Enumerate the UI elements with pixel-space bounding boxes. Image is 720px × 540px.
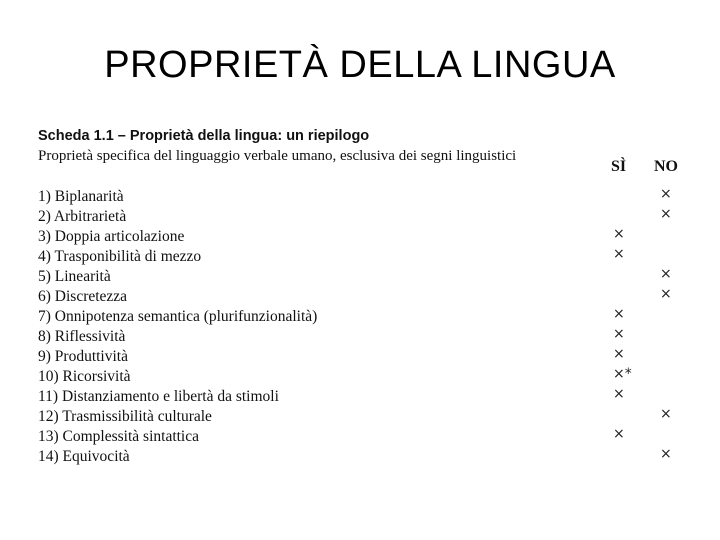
column-header-no: NO (654, 158, 678, 175)
property-label: 5) Linearità (38, 268, 111, 285)
property-label: 13) Complessità sintattica (38, 428, 200, 445)
si-mark: × (613, 306, 625, 322)
table-row (38, 228, 688, 248)
table-row (38, 308, 688, 328)
table-row (38, 368, 688, 388)
property-label: 2) Arbitrarietà (38, 208, 127, 225)
property-label: 1) Biplanarità (38, 188, 124, 205)
table-row (38, 388, 688, 408)
property-label: 4) Trasponibilità di mezzo (38, 248, 202, 265)
table-row (38, 428, 688, 448)
property-label: 14) Equivocità (38, 448, 130, 465)
property-label: 7) Onnipotenza semantica (plurifunzionalità) (38, 308, 318, 325)
no-mark: × (660, 446, 672, 462)
table-row (38, 448, 688, 468)
si-mark: × (613, 226, 625, 242)
table-row (38, 208, 688, 228)
property-label: 6) Discretezza (38, 288, 128, 305)
si-mark: × (613, 346, 625, 362)
no-mark: × (660, 206, 672, 222)
no-mark: × (660, 286, 672, 302)
si-mark: ×* (613, 366, 632, 382)
property-label: 10) Ricorsività (38, 368, 131, 385)
property-label: 3) Doppia articolazione (38, 228, 185, 245)
scanned-table (38, 128, 688, 473)
column-header-si: SÌ (611, 158, 627, 175)
property-label: 8) Riflessività (38, 328, 126, 345)
slide-title: PROPRIETÀ DELLA LINGUA (104, 44, 616, 86)
table-row (38, 248, 688, 268)
table-row (38, 328, 688, 348)
si-mark: × (613, 426, 625, 442)
table-row (38, 288, 688, 308)
table-row (38, 348, 688, 368)
property-label: 9) Produttività (38, 348, 128, 365)
no-mark: × (660, 266, 672, 282)
si-mark: × (613, 246, 625, 262)
property-label: 11) Distanziamento e libertà da stimoli (38, 388, 279, 405)
si-mark: × (613, 386, 625, 402)
table-row (38, 408, 688, 428)
property-label: 12) Trasmissibilità culturale (38, 408, 212, 425)
no-mark: × (660, 186, 672, 202)
table-row (38, 188, 688, 208)
no-mark: × (660, 406, 672, 422)
table-row (38, 268, 688, 288)
scheda-title: Scheda 1.1 – Proprietà della lingua: un riepilogo (38, 128, 370, 144)
scheda-subtitle: Proprietà specifica del linguaggio verbale umano, esclusiva dei segni linguistici (38, 148, 517, 164)
si-mark: × (613, 326, 625, 342)
